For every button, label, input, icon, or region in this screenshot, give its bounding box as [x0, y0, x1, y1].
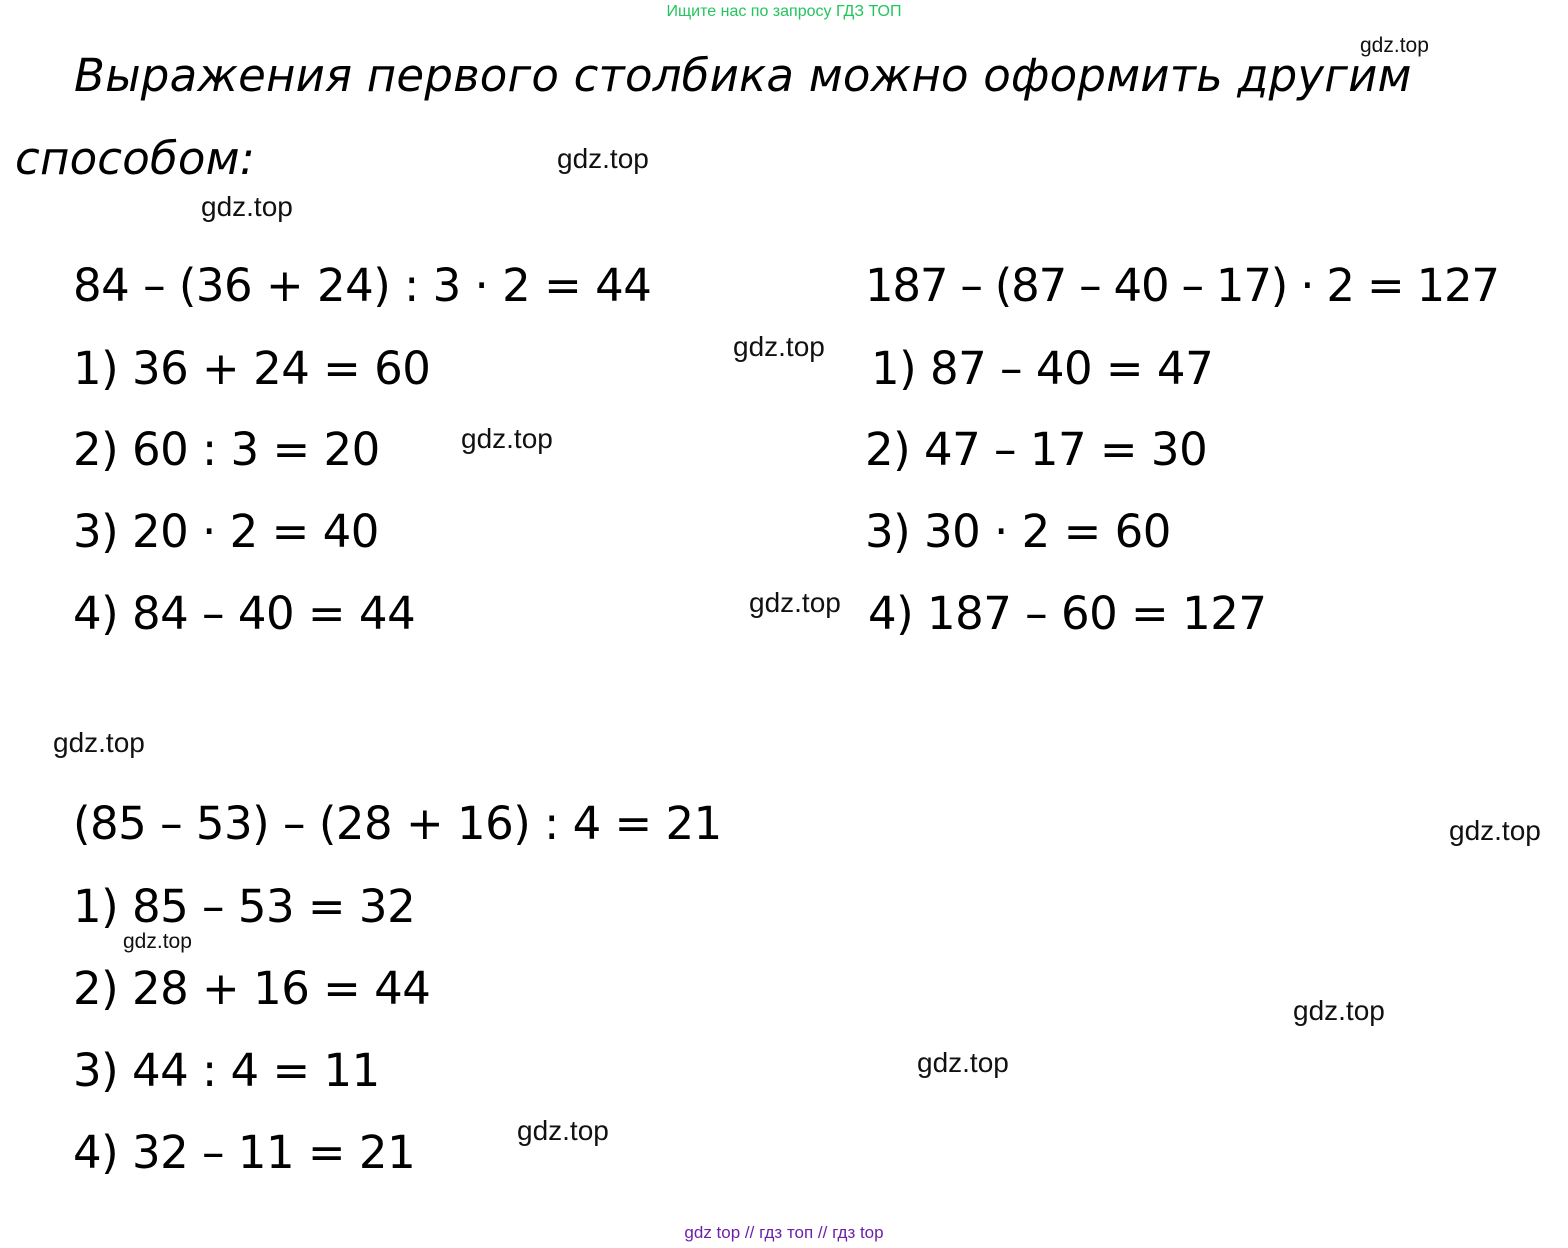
- watermark: gdz.top: [1360, 34, 1429, 57]
- block3-step-1: 1) 85 – 53 = 32: [73, 880, 416, 933]
- block1-step-3: 3) 20 · 2 = 40: [73, 505, 379, 558]
- block2-step-4: 4) 187 – 60 = 127: [868, 587, 1267, 640]
- watermark: gdz.top: [1293, 995, 1385, 1026]
- block2-step-3: 3) 30 · 2 = 60: [865, 505, 1171, 558]
- footer-watermark: gdz top // гдз топ // гдз top: [684, 1223, 884, 1242]
- watermark: gdz.top: [53, 727, 145, 758]
- block1-step-1: 1) 36 + 24 = 60: [73, 342, 431, 395]
- block1-step-4: 4) 84 – 40 = 44: [73, 587, 416, 640]
- block2-step-2: 2) 47 – 17 = 30: [865, 423, 1208, 476]
- search-hint-banner: Ищите нас по запросу ГДЗ ТОП: [666, 3, 902, 20]
- watermark: gdz.top: [123, 930, 192, 953]
- watermark: gdz.top: [517, 1115, 609, 1146]
- watermark: gdz.top: [733, 331, 825, 362]
- heading-line-2: способом:: [15, 132, 256, 185]
- block3-step-2: 2) 28 + 16 = 44: [73, 962, 431, 1015]
- block2-expression: 187 – (87 – 40 – 17) · 2 = 127: [865, 259, 1499, 312]
- watermark: gdz.top: [461, 423, 553, 454]
- watermark: gdz.top: [557, 143, 649, 174]
- block3-step-4: 4) 32 – 11 = 21: [73, 1126, 416, 1179]
- block1-expression: 84 – (36 + 24) : 3 · 2 = 44: [73, 259, 652, 312]
- watermark: gdz.top: [749, 587, 841, 618]
- block2-step-1: 1) 87 – 40 = 47: [871, 342, 1214, 395]
- watermark: gdz.top: [1449, 815, 1541, 846]
- watermark: gdz.top: [201, 191, 293, 222]
- watermark: gdz.top: [917, 1047, 1009, 1078]
- heading-line-1: Выражения первого столбика можно оформить другим: [74, 49, 1412, 102]
- block1-step-2: 2) 60 : 3 = 20: [73, 423, 380, 476]
- block3-expression: (85 – 53) – (28 + 16) : 4 = 21: [73, 797, 722, 850]
- block3-step-3: 3) 44 : 4 = 11: [73, 1044, 380, 1097]
